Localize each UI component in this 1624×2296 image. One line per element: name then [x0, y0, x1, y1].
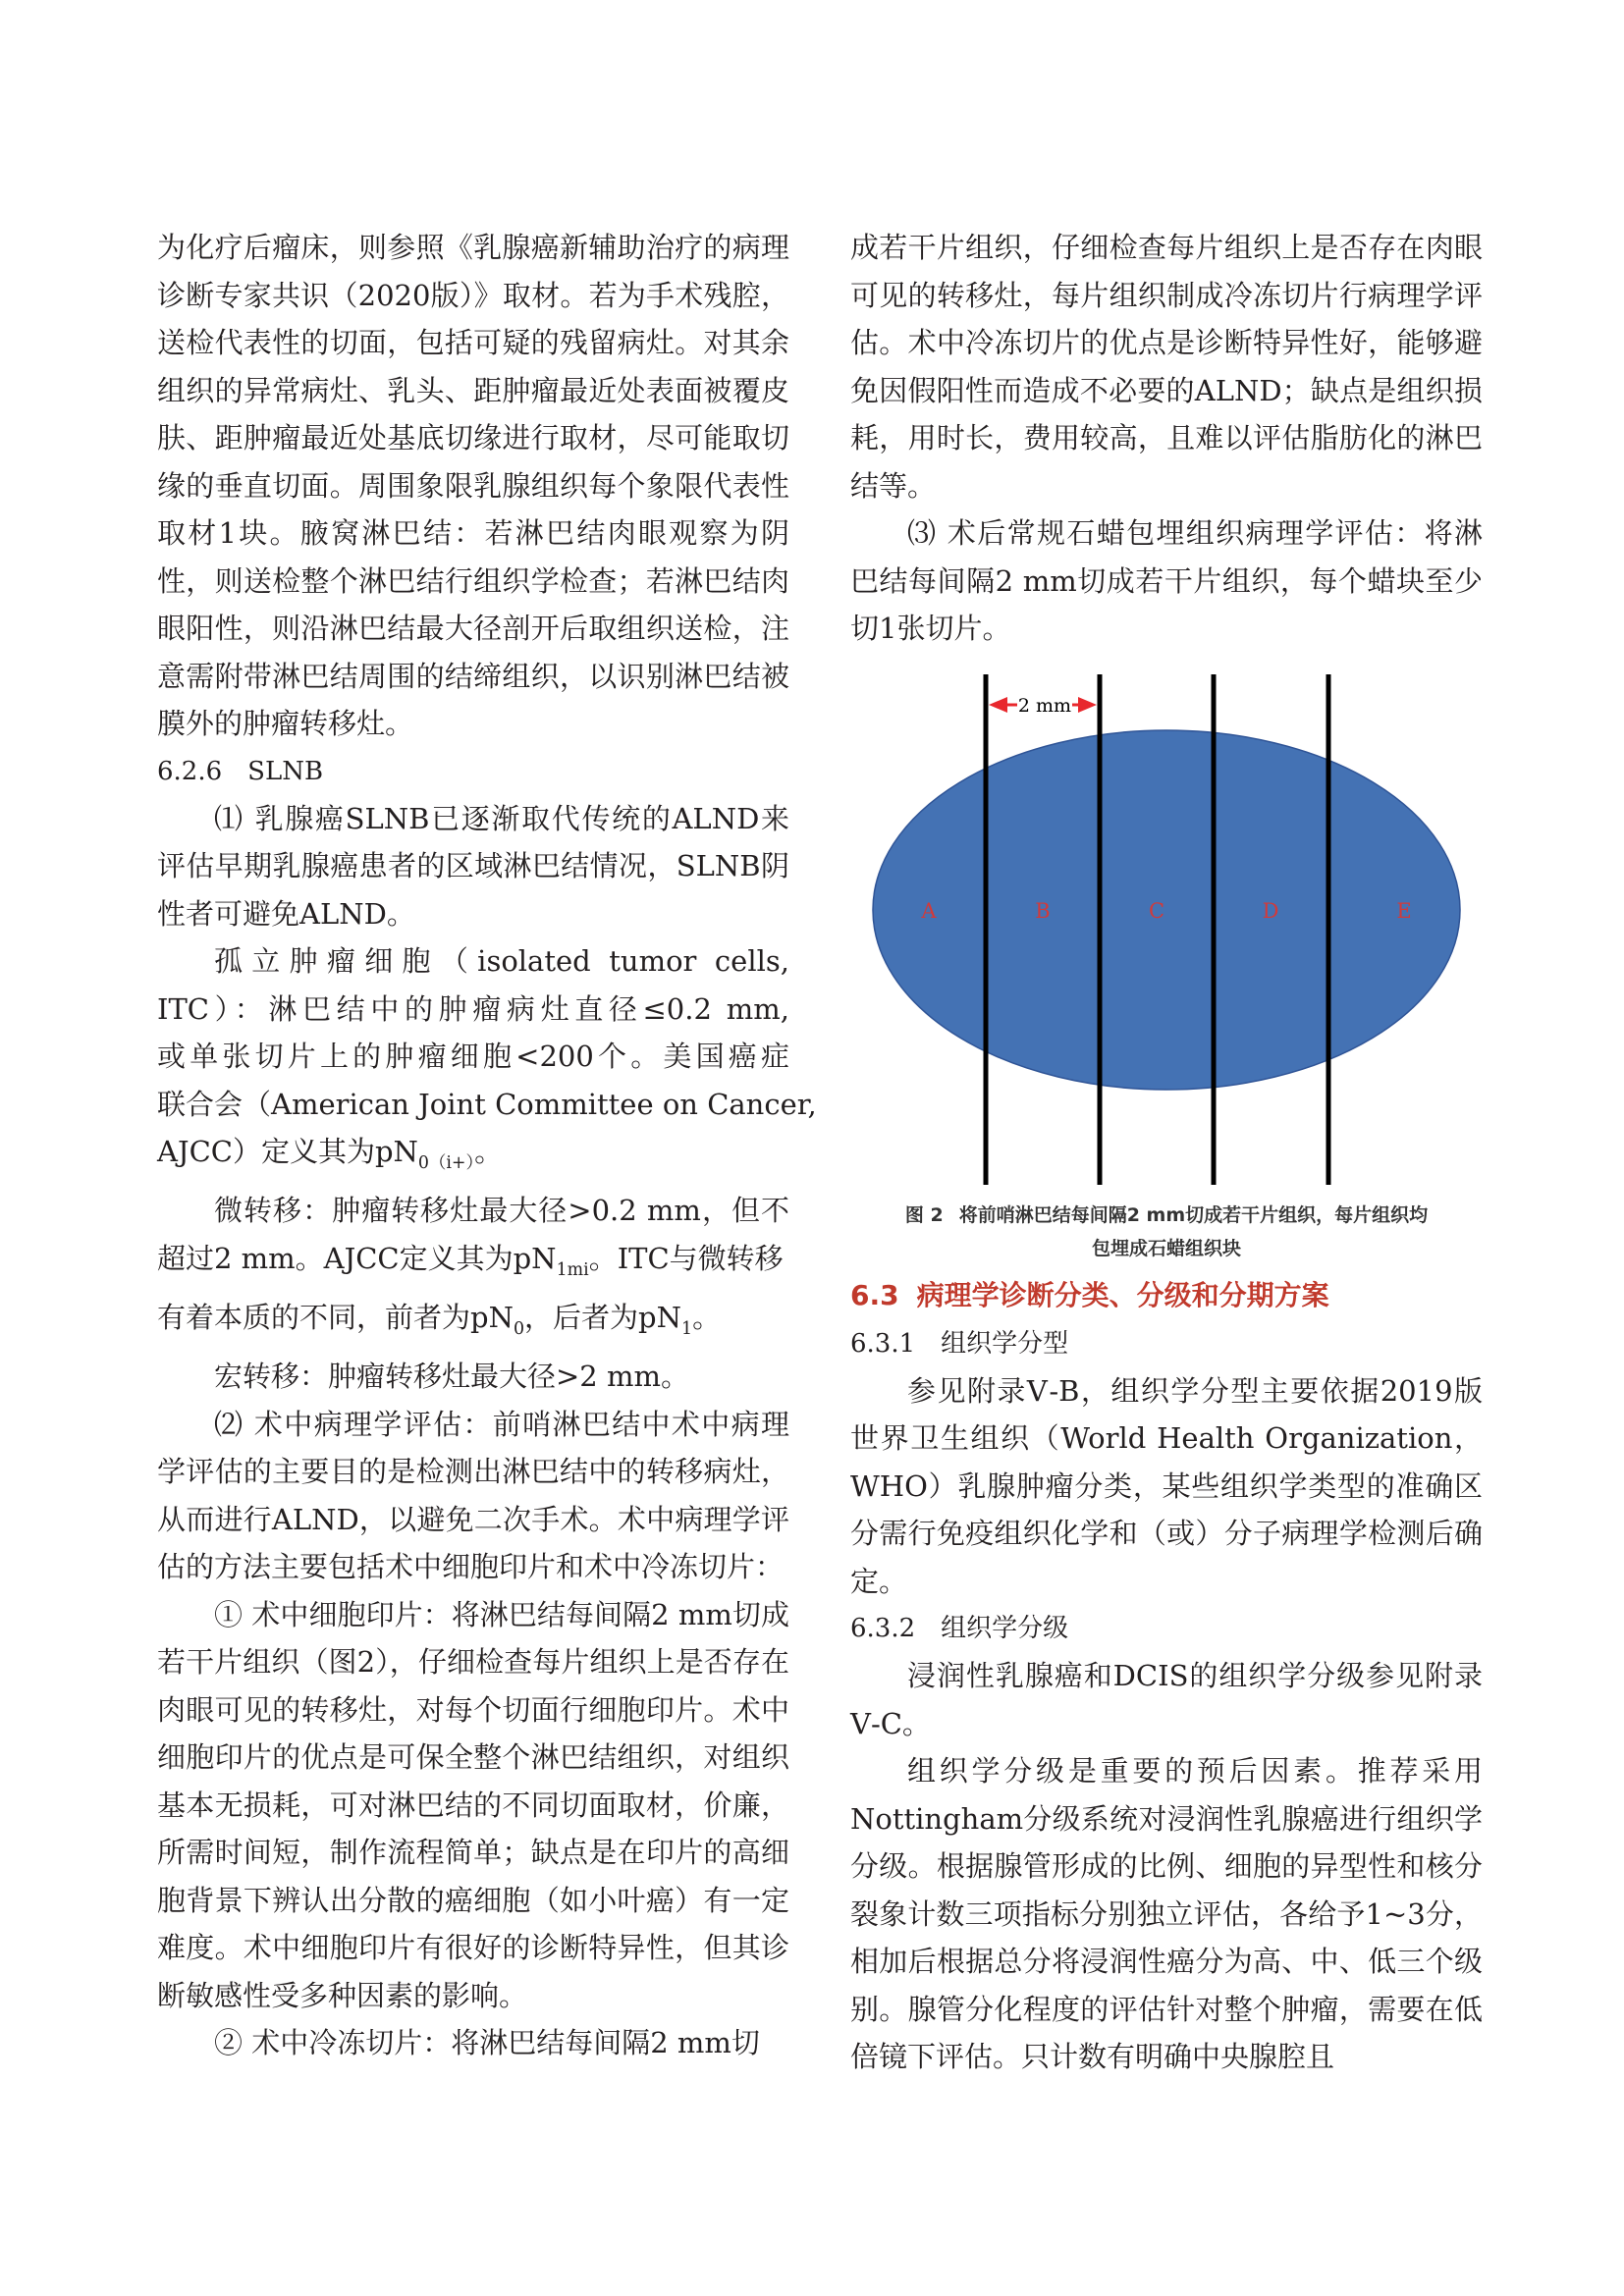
paragraph-micrometastasis — [157, 1187, 789, 1353]
paragraph-continuation: 为化疗后瘤床，则参照《乳腺癌新辅助治疗的病理诊断专家共识（2020版）》取材。若为手术残腔，送检代表性的切面，包括可疑的残留病灶。对其余组织的异常病灶、乳头、距肿瘤最近处表面被覆皮肤、距肿瘤最近处基底切缘进行取材，尽可能取切缘的垂直切面。周围象限乳腺组织每个象限代表性取材1块。腋窝淋巴结：若淋巴结肉眼观察为阴性，则送检整个淋巴结行组织学检查；若淋巴结肉眼阳性，则沿淋巴结最大径剖开后取组织送检，注意需附带淋巴结周围的结缔组织，以识别淋巴结被膜外的肿瘤转移灶。 — [157, 231, 789, 740]
heading-6-3-1: 6.3.1 组织学分型 — [850, 1328, 1069, 1359]
paragraph-macrometastasis: 宏转移：肿瘤转移灶最大径>2 mm。 — [214, 1360, 689, 1394]
heading-6-3 — [850, 1271, 1483, 1320]
paragraph-grade-ref: 浸润性乳腺癌和DCIS的组织学分级参见附录Ⅴ-C。 — [850, 1659, 1483, 1740]
paragraph-frozen-cont: 成若干片组织，仔细检查每片组织上是否存在肉眼可见的转移灶，每片组织制成冷冻切片行病理学评估。术中冷冻切片的优点是诊断特异性好，能够避免因假阳性而造成不必要的ALND；缺点是组织损耗，用时长，费用较高，且难以评估脂肪化的淋巴结等。 — [850, 231, 1483, 503]
caption-figure-number: 图 2 — [904, 1203, 944, 1226]
slice-label-b: B — [1035, 898, 1051, 923]
paragraph-itc — [157, 937, 817, 1187]
itc-line: 或单张切片上的肿瘤细胞<200个。美国癌症 — [157, 1040, 789, 1073]
figure-caption — [850, 1199, 1483, 1265]
measure-label: 2 mm — [1017, 694, 1072, 717]
paragraph-frozen-start: ② 术中冷冻切片：将淋巴结每间隔2 mm切 — [214, 2026, 760, 2060]
paragraph-imprint: ① 术中细胞印片：将淋巴结每间隔2 mm切成若干片组织（图2），仔细检查每片组织上是否存在肉眼可见的转移灶，对每个切面行细胞印片。术中细胞印片的优点是可保全整个淋巴结组织，对组织基本无损耗，可对淋巴结的不同切面取材，价廉，所需时间短，制作流程简单；缺点是在印片的高细胞背景下辨认出分散的癌细胞（如小叶癌）有一定难度。术中细胞印片有很好的诊断特异性，但其诊断敏感性受多种因素的影响。 — [157, 1597, 789, 2012]
heading-6-3-2: 6.3.2 组织学分级 — [850, 1614, 1069, 1643]
paragraph-grade: 组织学分级是重要的预后因素。推荐采用Nottingham分级系统对浸润性乳腺癌进行组织学分级。根据腺管形成的比例、细胞的异型性和核分裂象计数三项指标分别独立评估，各给予1~3分，相加后根据总分将浸润性癌分为高、中、低三个级别。腺管分化程度的评估针对整个肿瘤，需要在低倍镜下评估。只计数有明确中央腺腔且 — [850, 1754, 1483, 2073]
right-column — [850, 224, 1483, 2081]
micro-line: 有着本质的不同，前者为$pN_0$，后者为$pN_1$。 — [157, 1301, 722, 1339]
heading-6-2-6: 6.2.6 SLNB — [157, 756, 324, 786]
micro-line: 微转移：肿瘤转移灶最大径>0.2 mm，但不 — [214, 1194, 789, 1228]
paragraph-slnb-1: ⑴ 乳腺癌SLNB已逐渐取代传统的ALND来评估早期乳腺癌患者的区域淋巴结情况，SLNB阴性者可避免ALND。 — [157, 801, 789, 931]
slice-label-c: C — [1148, 898, 1165, 923]
measure-arrow-head-right — [1078, 697, 1097, 713]
measure-arrow — [989, 692, 1097, 717]
itc-line: AJCC）定义其为$pN_{0(i+)}$。 — [157, 1135, 504, 1173]
paragraph-paraffin: ⑶ 术后常规石蜡包埋组织病理学评估：将淋巴结每间隔2 mm切成若干片组织，每个蜡块至少切1张切片。 — [850, 516, 1483, 645]
heading-6-3-number: 6.3 — [850, 1278, 899, 1311]
paragraph-intraop: ⑵ 术中病理学评估：前哨淋巴结中术中病理学评估的主要目的是检测出淋巴结中的转移病灶，从而进行ALND，以避免二次手术。术中病理学评估的方法主要包括术中细胞印片和术中冷冻切片： — [157, 1407, 789, 1584]
itc-line: 孤立肿瘤细胞（isolated tumor cells, — [214, 944, 789, 978]
heading-6-3-title: 病理学诊断分类、分级和分期方案 — [916, 1278, 1329, 1311]
lymph-node-ellipse — [873, 730, 1460, 1090]
figure-2-lymph-node-slicing — [850, 674, 1483, 1195]
itc-line: ITC）：淋巴结中的肿瘤病灶直径≤0.2 mm, — [157, 991, 789, 1026]
micro-line: 超过2 mm。AJCC定义其为$pN_{1mi}$。ITC与微转移 — [157, 1241, 784, 1280]
slice-label-d: D — [1262, 898, 1279, 923]
measure-arrow-head-left — [989, 697, 1007, 713]
left-column — [157, 224, 817, 2067]
itc-line: 联合会（American Joint Committee on Cancer, — [157, 1087, 817, 1121]
caption-line-2: 包埋成石蜡组织块 — [1091, 1237, 1241, 1259]
caption-line-1: 将前哨淋巴结每间隔2 mm切成若干片组织，每片组织均 — [958, 1203, 1429, 1226]
slice-label-e: E — [1396, 898, 1412, 923]
paragraph-histotype: 参见附录Ⅴ-B，组织学分型主要依据2019版世界卫生组织（World Health Organization，WHO）乳腺肿瘤分类，某些组织学类型的准确区分需行免疫组织化学和（或）分子病理学检测后确定。 — [850, 1373, 1483, 1598]
slice-label-a: A — [921, 898, 937, 923]
